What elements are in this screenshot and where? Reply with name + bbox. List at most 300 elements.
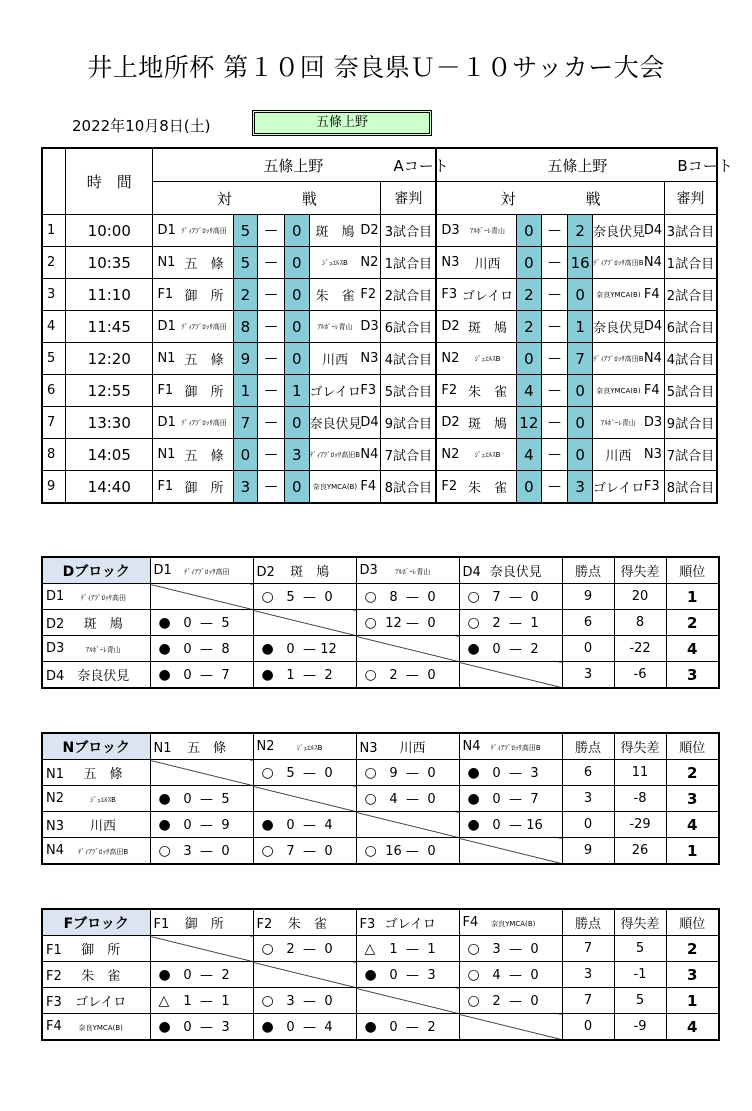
- goals-against: 0: [324, 941, 333, 957]
- result-mark: ○: [467, 966, 480, 983]
- goals-against: 0: [221, 843, 230, 859]
- goals-for: 16: [385, 843, 402, 859]
- result-cell: [356, 610, 459, 636]
- match-number: 1: [42, 215, 66, 247]
- rank-value: 4: [666, 812, 719, 838]
- column-team-code: F4: [462, 915, 479, 930]
- result-cell: [459, 760, 562, 786]
- left-team-code: F2: [436, 471, 459, 504]
- column-team-name: 御 所: [184, 917, 224, 932]
- left-score: 2: [233, 279, 258, 311]
- score-dash: —: [541, 407, 568, 439]
- result-cell: [253, 1014, 356, 1041]
- left-score: 0: [233, 439, 258, 471]
- points-value: 3: [562, 962, 614, 988]
- points-header: 勝点: [562, 557, 614, 584]
- court-a-venue: 五條上野: [263, 156, 324, 175]
- goals-against: 0: [324, 765, 333, 781]
- column-team-code: N4: [462, 739, 481, 754]
- score-dash: —: [200, 843, 213, 859]
- kickoff-time: 12:55: [66, 375, 153, 407]
- goals-against: 3: [530, 765, 539, 781]
- score-dash: —: [200, 615, 213, 631]
- left-team-code: N1: [153, 439, 176, 471]
- row-team-code: F3: [46, 995, 62, 1010]
- row-team: [42, 838, 150, 865]
- rank-header: 順位: [666, 557, 719, 584]
- referee-slot: 8試合目: [664, 471, 717, 504]
- row-team: [42, 662, 150, 689]
- goals-for: 3: [183, 843, 192, 859]
- schedule-row: [42, 279, 717, 311]
- goals-against: 4: [324, 1019, 333, 1035]
- court-a-ref-header: 審判: [381, 182, 436, 215]
- goals-against: 12: [320, 641, 337, 657]
- left-score: 1: [233, 375, 258, 407]
- goals-for: 2: [286, 941, 295, 957]
- score-dash: —: [200, 993, 213, 1009]
- right-team-code: D2: [360, 215, 381, 247]
- column-team-code: F3: [359, 917, 376, 932]
- referee-slot: 7試合目: [381, 439, 436, 471]
- referee-slot: 2試合目: [381, 279, 436, 311]
- score-dash: —: [258, 375, 285, 407]
- rank-value: 2: [666, 936, 719, 962]
- score-dash: —: [406, 843, 419, 859]
- self-match-cell: [253, 610, 356, 636]
- row-team-code: N4: [46, 843, 64, 858]
- column-team-name: 朱 雀: [287, 917, 327, 932]
- row-team-code: D2: [46, 617, 65, 632]
- right-team-code: D4: [360, 407, 381, 439]
- right-team-name: 奈良YMCA(B): [593, 279, 644, 311]
- kickoff-time: 14:40: [66, 471, 153, 504]
- court-b-ref-header: 審判: [664, 182, 717, 215]
- right-team-name: ﾃﾞｨｱﾌﾞﾛｯｻ高田B: [593, 247, 644, 279]
- result-mark: ○: [364, 588, 377, 605]
- right-team-name: ｱﾙﾎﾞｰﾚ青山: [309, 311, 360, 343]
- left-score: 0: [517, 215, 542, 247]
- score-dash: —: [509, 791, 522, 807]
- result-mark: ○: [261, 588, 274, 605]
- left-team-name: 御 所: [176, 471, 234, 504]
- column-team-code: N1: [153, 741, 172, 756]
- column-team: [253, 909, 356, 936]
- goals-for: 0: [286, 817, 295, 833]
- result-cell: [253, 636, 356, 662]
- right-team-name: 奈良YMCA(B): [309, 471, 360, 504]
- right-score: 1: [284, 375, 309, 407]
- score-dash: —: [509, 941, 522, 957]
- schedule-row: [42, 439, 717, 471]
- standings-row: [42, 988, 719, 1014]
- match-number: 5: [42, 343, 66, 375]
- row-team-code: D4: [46, 669, 65, 684]
- referee-slot: 5試合目: [664, 375, 717, 407]
- left-team-name: 朱 雀: [459, 375, 517, 407]
- block-table: [41, 908, 720, 1041]
- block-name: Dブロック: [42, 557, 150, 584]
- court-a-label: Aコート: [393, 156, 449, 175]
- referee-slot: 6試合目: [381, 311, 436, 343]
- right-team-name: ﾃﾞｨｱﾌﾞﾛｯｻ高田B: [309, 439, 360, 471]
- row-team-name: 斑 鳩: [83, 617, 123, 632]
- result-cell: [150, 838, 253, 865]
- score-dash: —: [509, 641, 522, 657]
- diff-value: -9: [614, 1014, 666, 1041]
- right-team-name: 奈良伏見: [593, 215, 644, 247]
- diff-header: 得失差: [614, 733, 666, 760]
- score-dash: —: [200, 641, 213, 657]
- result-cell: [253, 838, 356, 865]
- standings-row: [42, 610, 719, 636]
- score-dash: —: [509, 993, 522, 1009]
- score-dash: —: [303, 817, 316, 833]
- right-team-code: N3: [644, 439, 665, 471]
- goals-against: 0: [530, 993, 539, 1009]
- result-mark: ●: [158, 666, 171, 683]
- score-dash: —: [258, 471, 285, 504]
- result-mark: △: [158, 992, 170, 1009]
- schedule-row: [42, 471, 717, 504]
- referee-slot: 1試合目: [381, 247, 436, 279]
- goals-for: 7: [492, 589, 501, 605]
- column-team-name: 奈良伏見: [489, 565, 542, 580]
- goals-against: 9: [221, 817, 230, 833]
- left-team-code: N1: [153, 343, 176, 375]
- score-dash: —: [200, 817, 213, 833]
- self-match-cell: [150, 760, 253, 786]
- goals-against: 2: [221, 967, 230, 983]
- goals-for: 0: [183, 641, 192, 657]
- right-team-name: ｱﾙﾎﾞｰﾚ青山: [593, 407, 644, 439]
- result-mark: ○: [261, 764, 274, 781]
- right-team-name: 奈良伏見: [593, 311, 644, 343]
- left-team-name: ﾃﾞｨｱﾌﾞﾛｯｻ高田: [176, 215, 234, 247]
- left-score: 12: [517, 407, 542, 439]
- score-dash: —: [541, 439, 568, 471]
- goals-against: 7: [221, 667, 230, 683]
- vs-label-1: 対: [216, 189, 232, 208]
- column-team-name: ｱﾙﾎﾞｰﾚ青山: [395, 568, 431, 576]
- score-dash: —: [406, 589, 419, 605]
- result-mark: ●: [364, 1018, 377, 1035]
- result-cell: [150, 962, 253, 988]
- right-team-name: 奈良YMCA(B): [593, 375, 644, 407]
- goals-for: 0: [286, 1019, 295, 1035]
- schedule-row: [42, 407, 717, 439]
- goals-for: 0: [389, 967, 398, 983]
- standings-row: [42, 936, 719, 962]
- referee-slot: 1試合目: [664, 247, 717, 279]
- rank-value: 3: [666, 962, 719, 988]
- result-cell: [459, 786, 562, 812]
- left-score: 0: [517, 343, 542, 375]
- goals-for: 5: [286, 765, 295, 781]
- schedule-row: [42, 375, 717, 407]
- left-team-code: F1: [153, 375, 176, 407]
- result-mark: ○: [467, 614, 480, 631]
- right-team-name: 斑 鳩: [309, 215, 360, 247]
- goals-against: 3: [221, 1019, 230, 1035]
- score-dash: —: [258, 439, 285, 471]
- result-cell: [459, 962, 562, 988]
- diff-header: 得失差: [614, 557, 666, 584]
- score-dash: —: [509, 615, 522, 631]
- row-team-code: N1: [46, 767, 64, 782]
- right-score: 0: [284, 407, 309, 439]
- score-dash: —: [406, 615, 419, 631]
- block-name: Fブロック: [42, 909, 150, 936]
- match-number: 4: [42, 311, 66, 343]
- diff-value: -8: [614, 786, 666, 812]
- result-mark: ●: [261, 666, 274, 683]
- right-team-code: F4: [360, 471, 381, 504]
- rank-value: 1: [666, 838, 719, 865]
- score-dash: —: [541, 471, 568, 504]
- goals-against: 5: [221, 791, 230, 807]
- left-score: 4: [517, 439, 542, 471]
- diff-value: 26: [614, 838, 666, 865]
- score-dash: —: [303, 589, 316, 605]
- match-number: 2: [42, 247, 66, 279]
- score-dash: —: [303, 765, 316, 781]
- match-number: 8: [42, 439, 66, 471]
- column-team-code: D4: [462, 565, 481, 580]
- right-team-code: F4: [644, 279, 665, 311]
- goals-against: 0: [427, 843, 436, 859]
- left-team-code: F1: [153, 279, 176, 311]
- right-team-name: 朱 雀: [309, 279, 360, 311]
- points-header: 勝点: [562, 909, 614, 936]
- result-cell: [150, 988, 253, 1014]
- row-team-code: D1: [46, 589, 65, 604]
- points-value: 0: [562, 1014, 614, 1041]
- column-team: [253, 557, 356, 584]
- points-header: 勝点: [562, 733, 614, 760]
- result-mark: ○: [364, 614, 377, 631]
- result-cell: [253, 584, 356, 610]
- left-team-name: 斑 鳩: [459, 407, 517, 439]
- rank-header: 順位: [666, 909, 719, 936]
- column-team: [150, 733, 253, 760]
- left-score: 2: [517, 311, 542, 343]
- goals-for: 3: [492, 941, 501, 957]
- right-team-code: D3: [360, 311, 381, 343]
- left-team-code: F1: [153, 471, 176, 504]
- self-match-cell: [253, 962, 356, 988]
- diff-value: 5: [614, 988, 666, 1014]
- left-team-code: N1: [153, 247, 176, 279]
- self-match-cell: [356, 812, 459, 838]
- goals-against: 2: [427, 1019, 436, 1035]
- column-team: [150, 909, 253, 936]
- left-team-name: 五 條: [176, 343, 234, 375]
- goals-for: 2: [492, 615, 501, 631]
- left-team-code: D2: [436, 311, 459, 343]
- score-dash: —: [303, 843, 316, 859]
- right-score: 0: [284, 215, 309, 247]
- right-score: 2: [568, 215, 593, 247]
- left-score: 7: [233, 407, 258, 439]
- kickoff-time: 12:20: [66, 343, 153, 375]
- court-a-header: [153, 148, 449, 182]
- row-team-name: 奈良YMCA(B): [78, 1024, 123, 1032]
- column-team-name: 川西: [399, 741, 426, 756]
- row-team-name: ﾃﾞｨｱﾌﾞﾛｯｻ高田B: [77, 848, 129, 856]
- right-score: 0: [568, 439, 593, 471]
- row-team: [42, 962, 150, 988]
- self-match-cell: [150, 936, 253, 962]
- result-cell: [459, 812, 562, 838]
- kickoff-time: 11:10: [66, 279, 153, 311]
- block-name: Nブロック: [42, 733, 150, 760]
- goals-for: 0: [492, 791, 501, 807]
- goals-for: 1: [286, 667, 295, 683]
- right-team-name: 奈良伏見: [309, 407, 360, 439]
- score-dash: —: [258, 247, 285, 279]
- left-team-name: 五 條: [176, 439, 234, 471]
- rank-value: 3: [666, 662, 719, 689]
- right-score: 0: [284, 471, 309, 504]
- left-team-name: 川西: [459, 247, 517, 279]
- right-score: 3: [568, 471, 593, 504]
- left-score: 0: [517, 471, 542, 504]
- block-table: [41, 556, 720, 689]
- row-team: [42, 812, 150, 838]
- goals-for: 0: [183, 615, 192, 631]
- right-team-name: ﾃﾞｨｱﾌﾞﾛｯｻ高田B: [593, 343, 644, 375]
- score-dash: —: [406, 1019, 419, 1035]
- result-cell: [459, 936, 562, 962]
- left-score: 5: [233, 215, 258, 247]
- left-team-name: 御 所: [176, 375, 234, 407]
- result-mark: ○: [261, 940, 274, 957]
- points-value: 3: [562, 786, 614, 812]
- result-cell: [253, 936, 356, 962]
- row-team-code: D3: [46, 641, 65, 656]
- row-team-code: F1: [46, 943, 62, 958]
- result-mark: ●: [158, 790, 171, 807]
- result-cell: [150, 610, 253, 636]
- kickoff-time: 10:35: [66, 247, 153, 279]
- goals-against: 0: [324, 843, 333, 859]
- left-score: 9: [233, 343, 258, 375]
- left-team-name: ｱﾙﾎﾞｰﾚ青山: [459, 215, 517, 247]
- result-mark: ○: [364, 790, 377, 807]
- goals-against: 0: [427, 667, 436, 683]
- diff-value: 8: [614, 610, 666, 636]
- diff-value: 11: [614, 760, 666, 786]
- goals-for: 4: [389, 791, 398, 807]
- row-team-name: ｱﾙﾎﾞｰﾚ青山: [85, 646, 121, 654]
- result-cell: [356, 1014, 459, 1041]
- referee-slot: 4試合目: [381, 343, 436, 375]
- time-header: 時 間: [66, 148, 153, 215]
- column-team: [253, 733, 356, 760]
- row-team: [42, 760, 150, 786]
- left-team-code: D1: [153, 311, 176, 343]
- row-team-name: 御 所: [81, 943, 121, 958]
- schedule-row: [42, 247, 717, 279]
- right-score: 0: [284, 247, 309, 279]
- diff-value: -29: [614, 812, 666, 838]
- rank-value: 4: [666, 1014, 719, 1041]
- result-cell: [356, 760, 459, 786]
- right-team-name: 川西: [593, 439, 644, 471]
- points-value: 7: [562, 936, 614, 962]
- score-dash: —: [541, 311, 568, 343]
- right-score: 0: [568, 407, 593, 439]
- right-team-code: N2: [360, 247, 381, 279]
- referee-slot: 6試合目: [664, 311, 717, 343]
- row-team-code: F4: [46, 1019, 62, 1034]
- goals-for: 2: [492, 993, 501, 1009]
- result-mark: ●: [261, 1018, 274, 1035]
- goals-against: 0: [427, 765, 436, 781]
- result-mark: ●: [364, 966, 377, 983]
- goals-against: 0: [427, 615, 436, 631]
- score-dash: —: [406, 765, 419, 781]
- diff-value: -1: [614, 962, 666, 988]
- result-mark: ○: [364, 666, 377, 683]
- left-team-code: N3: [436, 247, 459, 279]
- court-b-header: [436, 148, 733, 182]
- left-team-code: N2: [436, 343, 459, 375]
- referee-slot: 8試合目: [381, 471, 436, 504]
- column-team-name: ゴレイロ: [384, 917, 436, 932]
- kickoff-time: 11:45: [66, 311, 153, 343]
- left-score: 0: [517, 247, 542, 279]
- goals-against: 4: [324, 817, 333, 833]
- result-cell: [253, 662, 356, 689]
- column-team: [459, 909, 562, 936]
- result-mark: △: [364, 940, 376, 957]
- score-dash: —: [303, 667, 316, 683]
- column-team-name: ｼﾞｭｴﾙｽB: [296, 744, 323, 752]
- left-team-name: 五 條: [176, 247, 234, 279]
- row-team-name: ゴレイロ: [75, 995, 127, 1010]
- vs-label-2: 戦: [301, 189, 317, 208]
- score-dash: —: [541, 279, 568, 311]
- result-cell: [253, 760, 356, 786]
- right-score: 16: [568, 247, 593, 279]
- kickoff-time: 14:05: [66, 439, 153, 471]
- left-score: 4: [517, 375, 542, 407]
- goals-against: 0: [427, 589, 436, 605]
- match-number: 7: [42, 407, 66, 439]
- column-team-code: D2: [256, 565, 275, 580]
- left-team-name: ゴレイロ: [459, 279, 517, 311]
- score-dash: —: [258, 407, 285, 439]
- result-cell: [459, 636, 562, 662]
- rank-value: 2: [666, 610, 719, 636]
- referee-slot: 3試合目: [381, 215, 436, 247]
- result-cell: [459, 584, 562, 610]
- column-team: [356, 557, 459, 584]
- column-team-name: 五 條: [186, 741, 226, 756]
- goals-against: 0: [530, 589, 539, 605]
- goals-for: 5: [286, 589, 295, 605]
- right-team-name: ゴレイロ: [309, 375, 360, 407]
- vs-label-1: 対: [500, 189, 516, 208]
- row-team-code: N3: [46, 819, 64, 834]
- right-score: 3: [284, 439, 309, 471]
- result-mark: ●: [467, 764, 480, 781]
- schedule-row: [42, 343, 717, 375]
- result-cell: [356, 936, 459, 962]
- result-mark: ○: [467, 588, 480, 605]
